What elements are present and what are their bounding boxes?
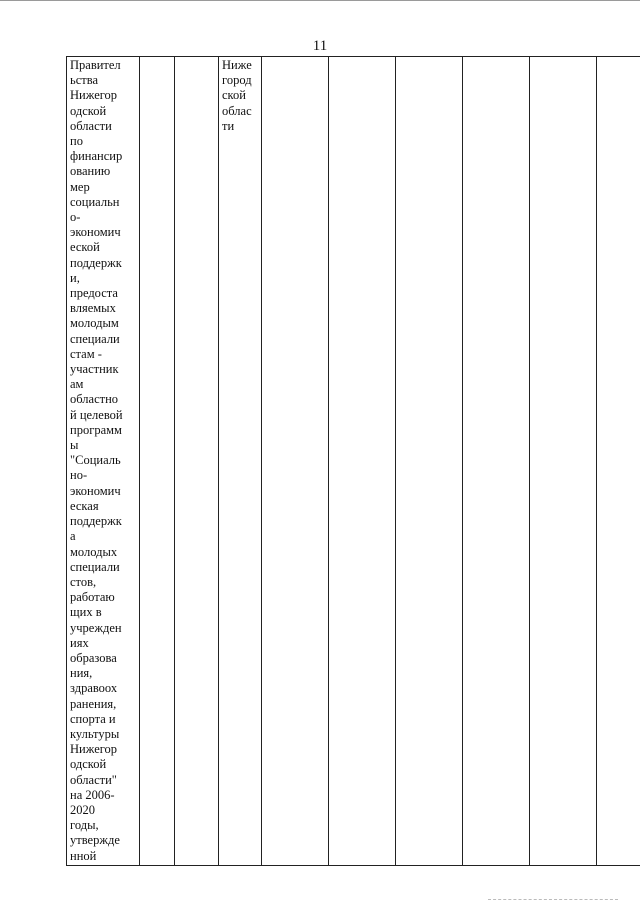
scan-top-edge (0, 0, 640, 1)
empty-cell (530, 57, 597, 866)
program-table (66, 56, 640, 866)
table-row (67, 57, 640, 866)
page-number: 11 (312, 38, 328, 54)
scan-artifact (488, 899, 618, 902)
empty-cell (140, 57, 175, 866)
empty-cell (175, 57, 219, 866)
empty-cell (262, 57, 329, 866)
empty-cell (463, 57, 530, 866)
region-cell: Ниже город ской облас ти (219, 57, 262, 866)
empty-cell (396, 57, 463, 866)
empty-cell (597, 57, 640, 866)
description-cell: Правител ьства Нижегор одской области по финансир ованию мер социальн о- экономич еской поддержк и, предоста вляемых молодым специали стам - участник ам областно й целевой программ ы "Социаль но- экономич еская поддержк а молодых специали стов, работаю щих в учрежден иях образова ния, здравоох ранения, спорта и культуры Нижегор одской области" на 2006- 2020 годы, утвержде нной (67, 57, 140, 866)
empty-cell (329, 57, 396, 866)
